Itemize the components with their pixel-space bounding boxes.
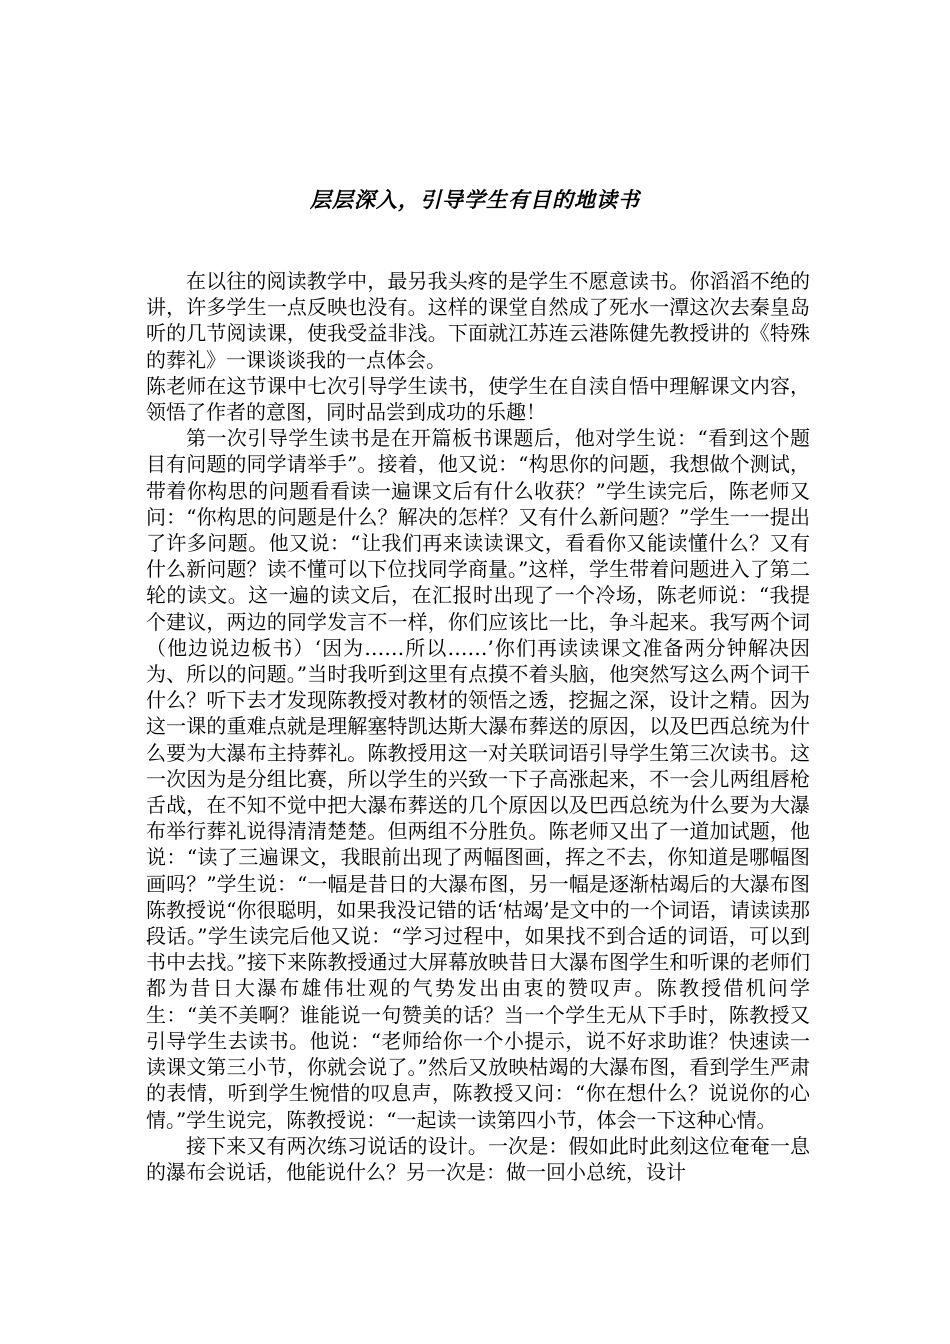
paragraph-summary: 陈老师在这节课中七次引导学生读书，使学生在自渎自悟中理解课文内容，领悟了作者的意图，同时品尝到成功的乐趣！: [146, 373, 810, 425]
paragraph-intro: 在以往的阅读教学中，最另我头疼的是学生不愿意读书。你滔滔不绝的讲，许多学生一点反映也没有。这样的课堂自然成了死水一潭这次去秦皇岛听的几节阅读课，使我受益非浅。下面就江苏连云港陈健先教授讲的《特殊的葬礼》一课谈谈我的一点体会。: [146, 269, 810, 372]
paragraph-first-reading: 第一次引导学生读书是在开篇板书课题后，他对学生说：“看到这个题目有问题的同学请举手”。接着，他又说：“构思你的问题，我想做个测试，带着你构思的问题看看读一遍课文后有什么收获？”学生读完后，陈老师又问：“你构思的问题是什么？解决的怎样？又有什么新问题？”学生一一提出了许多问题。他又说：“让我们再来读读课文，看看你又能读懂什么？又有什么新问题？读不懂可以下位找同学商量。”这样，学生带着问题进入了第二轮的读文。这一遍的读文后，在汇报时出现了一个冷场，陈老师说：“我提个建议，两边的同学发言不一样，你们应该比一比，争斗起来。我写两个词（他边说边板书）‘因为……所以……’你们再读读课文准备两分钟解决因为、所以的问题。”当时我听到这里有点摸不着头脑，他突然写这么两个词干什么？听下去才发现陈教授对教材的领悟之透，挖掘之深，设计之精。因为这一课的重难点就是理解塞特凯达斯大瀑布葬送的原因，以及巴西总统为什么要为大瀑布主持葬礼。陈教授用这一对关联词语引导学生第三次读书。这一次因为是分组比赛，所以学生的兴致一下子高涨起来，不一会儿两组唇枪舌战，在不知不觉中把大瀑布葬送的几个原因以及巴西总统为什么要为大瀑布举行葬礼说得清清楚楚。但两组不分胜负。陈老师又出了一道加试题，他说：“读了三遍课文，我眼前出现了两幅图画，挥之不去，你知道是哪幅图画吗？”学生说：“一幅是昔日的大瀑布图，另一幅是逐渐枯竭后的大瀑布图陈教授说“你很聪明，如果我没记错的话‘枯竭’是文中的一个词语，请读读那段话。”学生读完后他又说：“学习过程中，如果找不到合适的词语，可以到书中去找。”接下来陈教授通过大屏幕放映昔日大瀑布图学生和听课的老师们都为昔日大瀑布雄伟壮观的气势发出由衷的赞叹声。陈教授借机问学生：“美不美啊？谁能说一句赞美的话？当一个学生无从下手时，陈教授又引导学生去读书。他说：“老师给你一个小提示，说不好求助谁？快速读一读课文第三小节，你就会说了。”然后又放映枯竭的大瀑布图，看到学生严肃的表情，听到学生惋惜的叹息声，陈教授又问：“你在想什么？说说你的心情。”学生说完，陈教授说：“一起读一读第四小节，体会一下这种心情。: [146, 426, 810, 1132]
document-title: 层层深入，引导学生有目的地读书: [310, 188, 640, 212]
paragraph-speaking-practice: 接下来又有两次练习说话的设计。一次是：假如此时此刻这位奄奄一息的瀑布会说话，他能说什么？另一次是：做一回小总统，设计: [146, 1133, 810, 1184]
document-body: [146, 268, 810, 1185]
